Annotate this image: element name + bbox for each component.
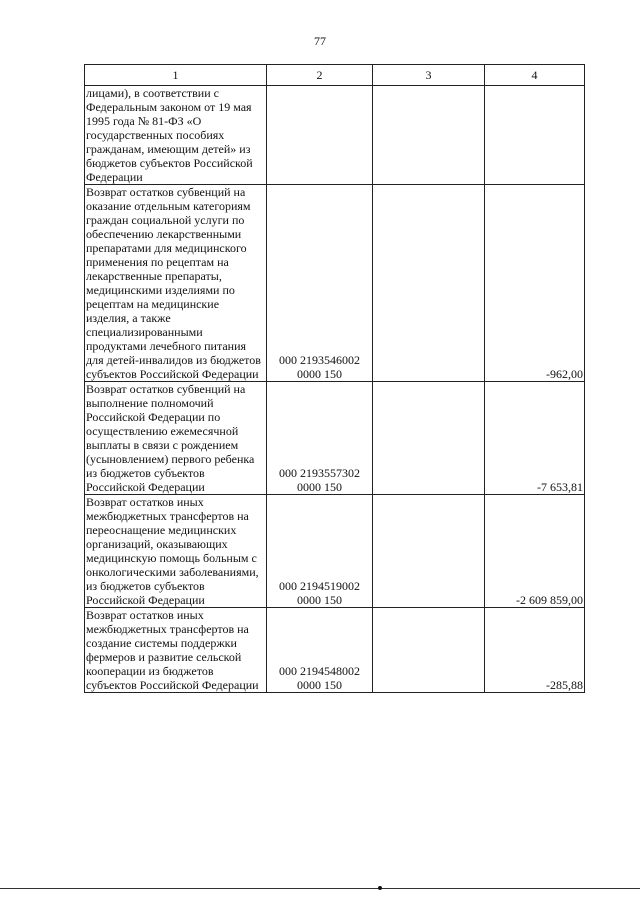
header-row bbox=[85, 65, 585, 86]
row-code-line1: 000 2194519002 bbox=[279, 579, 360, 593]
row-amount: -285,88 bbox=[485, 608, 585, 693]
row-col3 bbox=[373, 185, 485, 382]
header-col-3: 3 bbox=[373, 65, 485, 86]
page-number: 77 bbox=[314, 34, 326, 48]
row-name: Возврат остатков субвенций на оказание отдельным категориям граждан социальной услуги по обеспечению лекарственными препаратами для медицинского применения по рецептам на лекарственные препараты, медицинскими изделиями по рецептам на медицинские изделия, а также специализированными продуктами лечебного питания для детей-инвалидов из бюджетов субъектов Российской Федерации bbox=[85, 185, 267, 382]
header-col-4: 4 bbox=[485, 65, 585, 86]
row-name: лицами), в соответствии с Федеральным законом от 19 мая 1995 года № 81-ФЗ «О государственных пособиях гражданам, имеющим детей» из бюджетов субъектов Российской Федерации bbox=[85, 86, 267, 185]
row-col3 bbox=[373, 382, 485, 495]
row-code-line1: 000 2194548002 bbox=[279, 664, 360, 678]
row-amount: -7 653,81 bbox=[485, 382, 585, 495]
row-name: Возврат остатков иных межбюджетных трансфертов на создание системы поддержки фермеров и развитие сельской кооперации из бюджетов субъектов Российской Федерации bbox=[85, 608, 267, 693]
header-col-2: 2 bbox=[267, 65, 373, 86]
budget-table bbox=[84, 64, 585, 693]
row-code bbox=[267, 495, 373, 608]
row-code-line1: 000 2193546002 bbox=[279, 353, 360, 367]
row-code bbox=[267, 382, 373, 495]
row-code-line2: 0000 150 bbox=[297, 367, 342, 381]
row-code bbox=[267, 86, 373, 185]
table-row bbox=[85, 382, 585, 495]
header-col-1: 1 bbox=[85, 65, 267, 86]
table-row bbox=[85, 86, 585, 185]
row-amount: -2 609 859,00 bbox=[485, 495, 585, 608]
table-row bbox=[85, 185, 585, 382]
row-name: Возврат остатков субвенций на выполнение полномочий Российской Федерации по осуществлению ежемесячной выплаты в связи с рождением (усыновлением) первого ребенка из бюджетов субъектов Российской Федерации bbox=[85, 382, 267, 495]
row-code-line1: 000 2193557302 bbox=[279, 466, 360, 480]
row-code-line2: 0000 150 bbox=[297, 678, 342, 692]
row-col3 bbox=[373, 86, 485, 185]
row-code bbox=[267, 185, 373, 382]
page-bottom-rule bbox=[0, 888, 640, 889]
row-code-line2: 0000 150 bbox=[297, 593, 342, 607]
row-col3 bbox=[373, 608, 485, 693]
row-col3 bbox=[373, 495, 485, 608]
row-amount: -962,00 bbox=[485, 185, 585, 382]
row-code bbox=[267, 608, 373, 693]
row-name: Возврат остатков иных межбюджетных трансфертов на переоснащение медицинских организаций, оказывающих медицинскую помощь больным с онкологическими заболеваниями, из бюджетов субъектов Российской Федерации bbox=[85, 495, 267, 608]
row-code-line2: 0000 150 bbox=[297, 480, 342, 494]
row-amount bbox=[485, 86, 585, 185]
page-bottom-mark bbox=[378, 886, 382, 890]
table-row bbox=[85, 495, 585, 608]
table-row bbox=[85, 608, 585, 693]
